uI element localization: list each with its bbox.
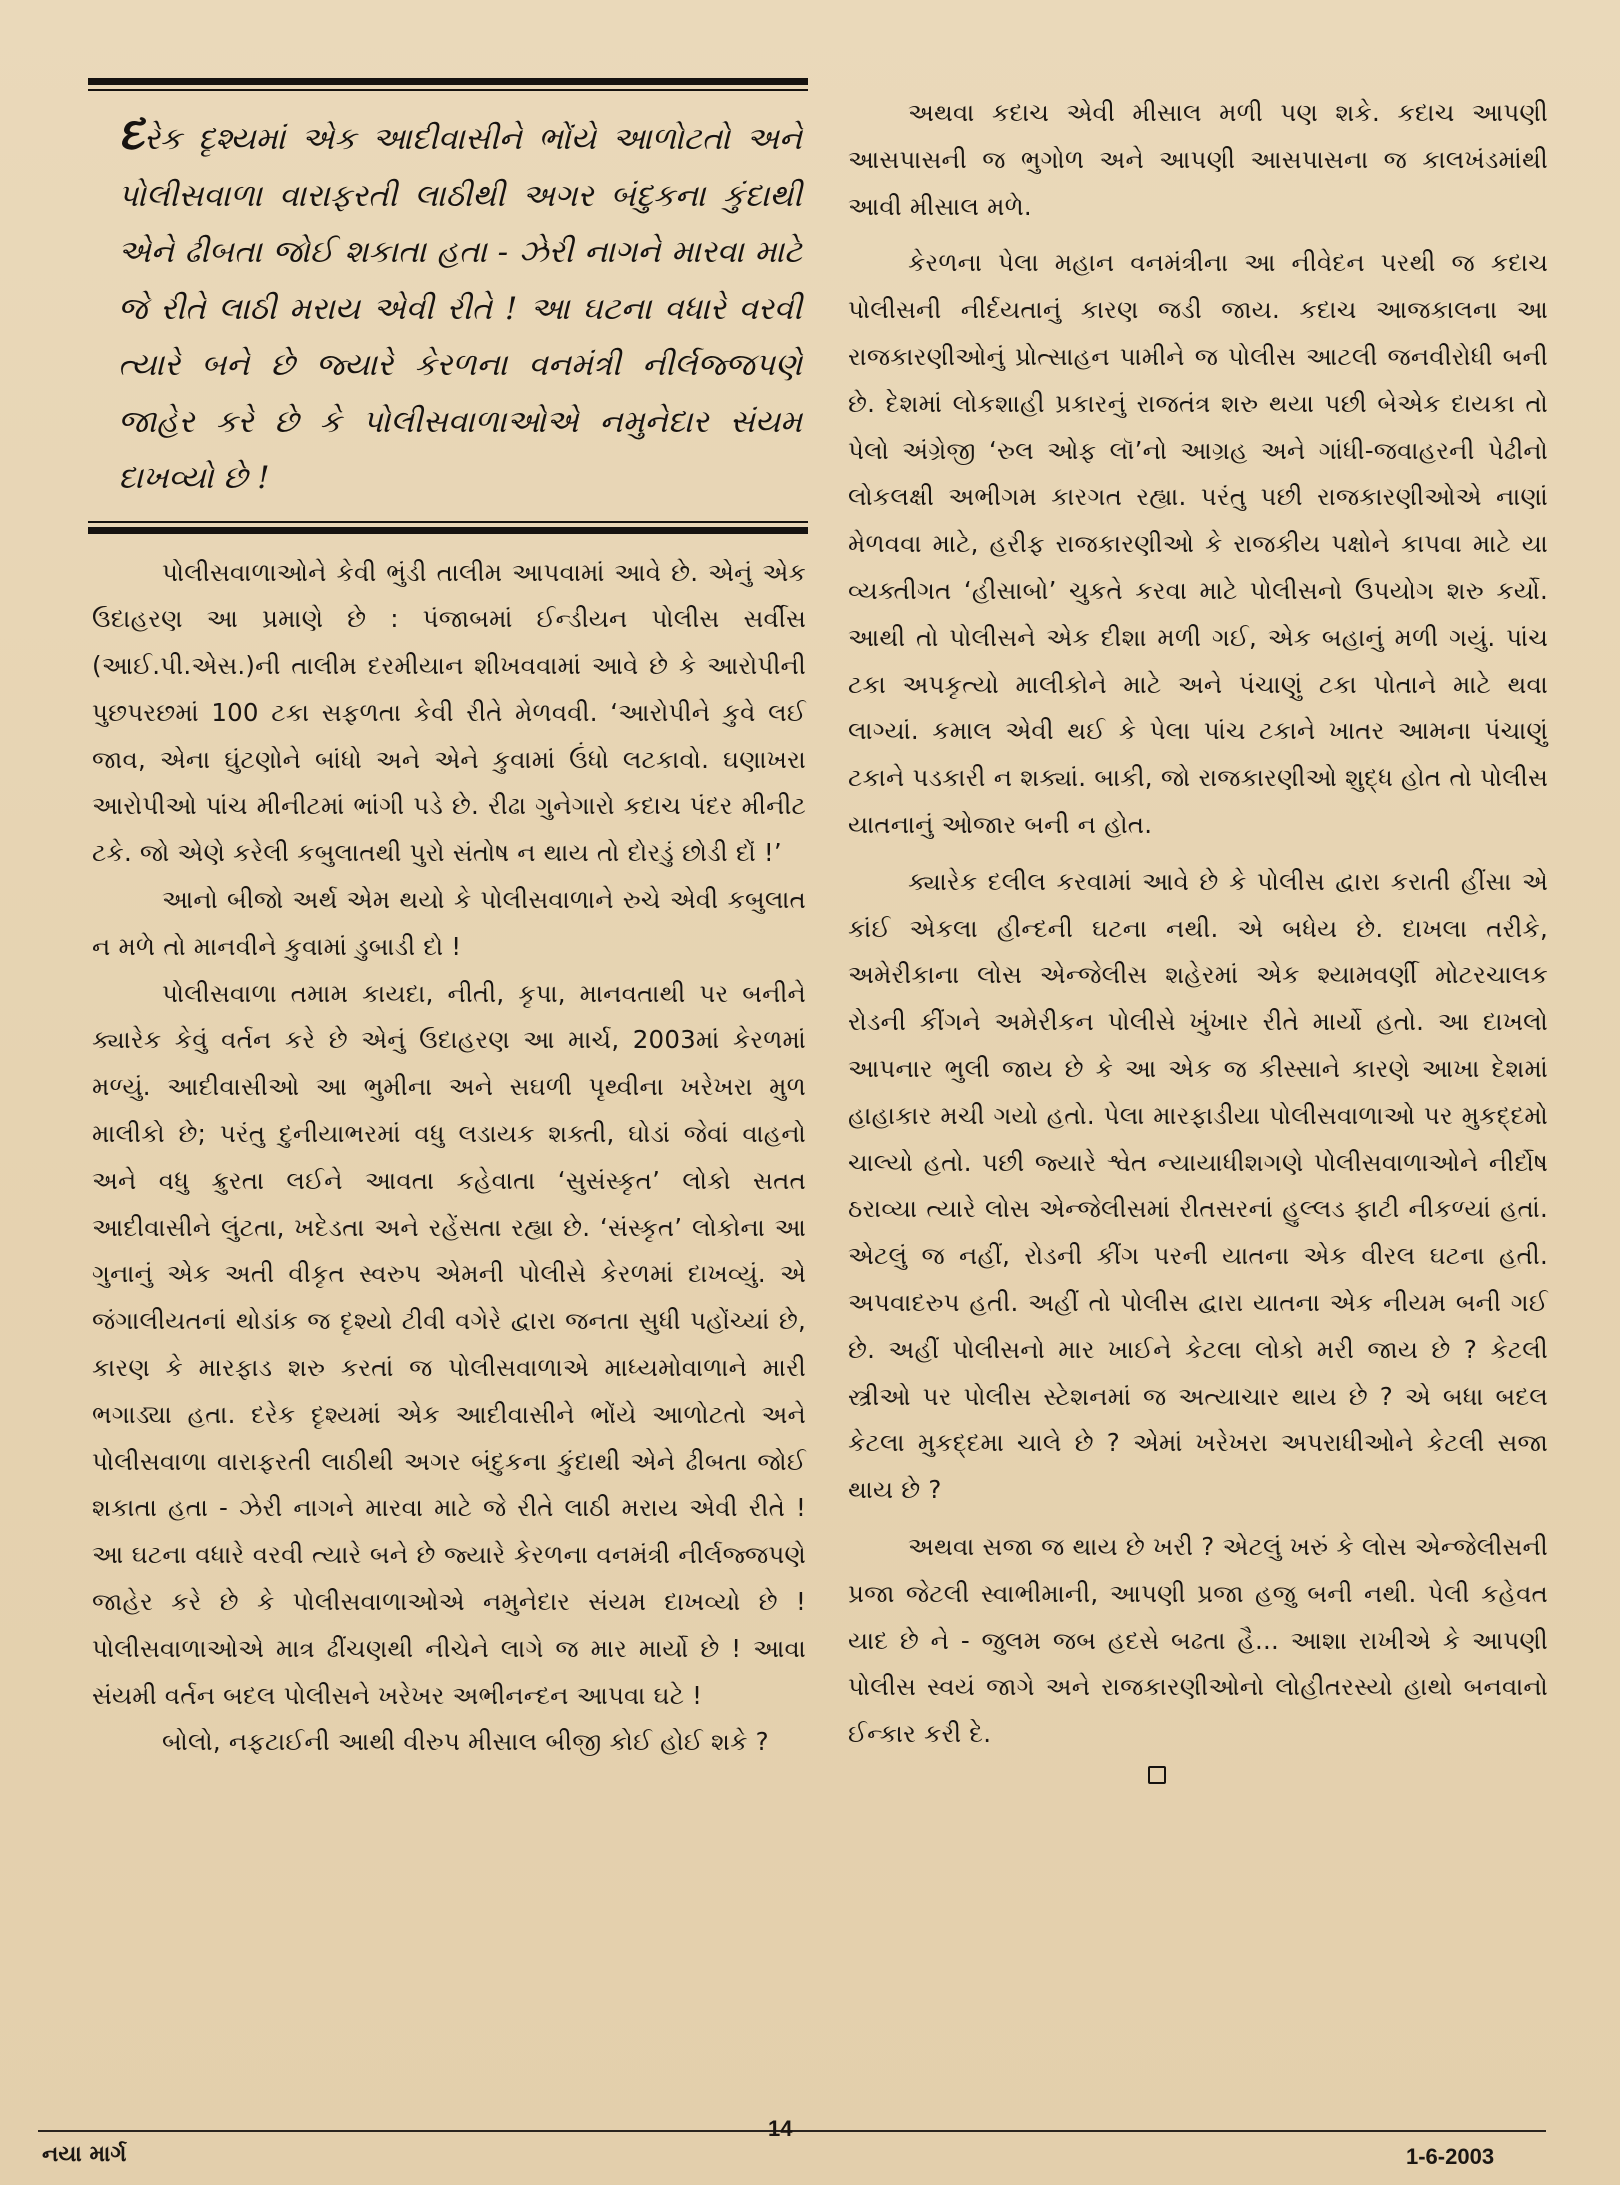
page-number: 14 <box>768 2116 793 2141</box>
paragraph: બોલો, નફટાઈની આથી વીરુપ મીસાલ બીજી કોઈ હોઈ શકે ? <box>162 1727 769 1757</box>
paragraph: કેરળના પેલા મહાન વનમંત્રીના આ નીવેદન પરથી જ કદાચ પોલીસની નીર્દયતાનું કારણ જડી જાય. કદાચ આજકાલના આ રાજકારણીઓનું પ્રોત્સાહન પામીને જ પોલીસ આટલી જનવીરોધી બની છે. દેશમાં લોકશાહી પ્રકારનું રાજતંત્ર શરુ થયા પછી બેએક દાયકા તો પેલો અંગ્રેજી ‘રુલ ઓફ લૉ’નો આગ્રહ અને ગાંધી-જવાહરની પેઢીનો લોકલક્ષી અભીગમ કારગત રહ્યા. પરંતુ પછી રાજકારણીઓએ નાણાં મેળવવા માટે, હરીફ રાજકારણીઓ કે રાજકીય પક્ષોને કાપવા માટે યા વ્યક્તીગત ‘હીસાબો’ ચુકતે કરવા માટે પોલીસનો ઉપયોગ શરુ કર્યો. આથી તો પોલીસને એક દીશા મળી ગઈ, એક બહાનું મળી ગયું. પાંચ ટકા અપકૃત્યો માલીકોને માટે અને પંચાણું ટકા પોતાને માટે થવા લાગ્યાં. કમાલ એવી થઈ કે પેલા પાંચ ટકાને ખાતર આમના પંચાણું ટકાને પડકારી ન શક્યાં. બાકી, જો રાજકારણીઓ શુદ્ધ હોત તો પોલીસ યાતનાનું ઓજાર બની ન હોત. <box>848 248 1548 839</box>
footer-magazine-name: નયા માર્ગ <box>42 2142 127 2167</box>
paragraph: અથવા સજા જ થાય છે ખરી ? એટલું ખરું કે લોસ એન્જેલીસની પ્રજા જેટલી સ્વાભીમાની, આપણી પ્રજા હજુ બની નથી. પેલી કહેવત યાદ છે ને - જુલમ જબ હદસે બઢતા હૈ... આશા રાખીએ કે આપણી પોલીસ સ્વયં જાગે અને રાજકારણીઓનો લોહીતરસ્યો હાથો બનવાનો ઈન્કાર કરી દે. <box>848 1531 1548 1749</box>
left-column <box>88 78 808 1766</box>
paragraph: અથવા કદાચ એવી મીસાલ મળી પણ શકે. કદાચ આપણી આસપાસની જ ભુગોળ અને આપણી આસપાસના જ કાલખંડમાંથી આવી મીસાલ મળે. <box>848 98 1548 221</box>
paragraph: પોલીસવાળાઓને કેવી ભુંડી તાલીમ આપવામાં આવે છે. એનું એક ઉદાહરણ આ પ્રમાણે છે : પંજાબમાં ઈન્ડીયન પોલીસ સર્વીસ (આઈ.પી.એસ.)ની તાલીમ દરમીયાન શીખવવામાં આવે છે કે આરોપીની પુછપરછમાં 100 ટકા સફળતા કેવી રીતે મેળવવી. ‘આરોપીને કુવે લઈ જાવ, એના ઘુંટણોને બાંધો અને એને કુવામાં ઉંધો લટકાવો. ઘણાખરા આરોપીઓ પાંચ મીનીટમાં ભાંગી પડે છે. રીઢા ગુનેગારો કદાચ પંદર મીનીટ ટકે. જો એણે કરેલી કબુલાતથી પુરો સંતોષ ન થાય તો દોરડું છોડી દોં !’ <box>92 557 806 868</box>
paragraph: પોલીસવાળા તમામ કાયદા, નીતી, કૃપા, માનવતાથી પર બનીને ક્યારેક કેવું વર્તન કરે છે એનું ઉદાહરણ આ માર્ચ, 2003માં કેરળમાં મળ્યું. આદીવાસીઓ આ ભુમીના અને સઘળી પૃથ્વીના ખરેખરા મુળ માલીકો છે; પરંતુ દુનીયાભરમાં વધુ લડાયક શક્તી, ઘોડાં જેવાં વાહનો અને વધુ ક્રુરતા લઈને આવતા કહેવાતા ‘સુસંસ્કૃત’ લોકો સતત આદીવાસીને લુંટતા, ખદેડતા અને રહેંસતા રહ્યા છે. ‘સંસ્કૃત’ લોકોના આ ગુનાનું એક અતી વીકૃત સ્વરુપ એમની પોલીસે કેરળમાં દાખવ્યું. એ જંગાલીયતનાં થોડાંક જ દૃશ્યો ટીવી વગેરે દ્વારા જનતા સુધી પહોંચ્યાં છે, કારણ કે મારફાડ શરુ કરતાં જ પોલીસવાળાએ માધ્યમોવાળાને મારી ભગાડ્યા હતા. દરેક દૃશ્યમાં એક આદીવાસીને ભોંયે આળોટતો અને પોલીસવાળા વારાફરતી લાઠીથી અગર બંદુકના કુંદાથી એને ઢીબતા જોઈ શકાતા હતા - ઝેરી નાગને મારવા માટે જે રીતે લાઠી મરાય એવી રીતે ! આ ઘટના વધારે વરવી ત્યારે બને છે જ્યારે કેરળના વનમંત્રી નીર્લજ્જપણે જાહેર કરે છે કે પોલીસવાળાઓએ નમુનેદાર સંયમ દાખવ્યો છે ! પોલીસવાળાઓએ માત્ર ઢીંચણથી નીચેને લાગે જ માર માર્યો છે ! આવા સંયમી વર્તન બદલ પોલીસને ખરેખર અભીનન્દન આપવા ઘટે ! <box>92 978 806 1710</box>
pullquote <box>88 91 808 521</box>
pullquote-bottom-thin-rule <box>88 521 808 523</box>
paragraph: ક્યારેક દલીલ કરવામાં આવે છે કે પોલીસ દ્વારા કરાતી હીંસા એ કાંઈ એકલા હીન્દની ઘટના નથી. એ બધેય છે. દાખલા તરીકે, અમેરીકાના લોસ એન્જેલીસ શહેરમાં એક શ્યામવર્ણી મોટરચાલક રોડની કીંગને અમેરીકન પોલીસે ખુંખાર રીતે માર્યો હતો. આ દાખલો આપનાર ભુલી જાય છે કે આ એક જ કીસ્સાને કારણે આખા દેશમાં હાહાકાર મચી ગયો હતો. પેલા મારફાડીયા પોલીસવાળાઓ પર મુકદ્દમો ચાલ્યો હતો. પછી જ્યારે શ્વેત ન્યાયાધીશગણે પોલીસવાળાઓને નીર્દોષ ઠરાવ્યા ત્યારે લોસ એન્જેલીસમાં રીતસરનાં હુલ્લડ ફાટી નીકળ્યાં હતાં. એટલું જ નહીં, રોડની કીંગ પરની યાતના એક વીરલ ઘટના હતી. અપવાદરુપ હતી. અહીં તો પોલીસ દ્વારા યાતના એક નીયમ બની ગઈ છે. અહીં પોલીસનો માર ખાઈને કેટલા લોકો મરી જાય છે ? કેટલી સ્ત્રીઓ પર પોલીસ સ્ટેશનમાં જ અત્યાચાર થાય છે ? એ બધા બદલ કેટલા મુકદ્દમા ચાલે છે ? એમાં ખરેખરા અપરાધીઓને કેટલી સજા થાય છે ? <box>848 866 1548 1505</box>
pullquote-top-rule <box>88 78 808 85</box>
pullquote-bottom-rule <box>88 527 808 534</box>
left-column-body <box>88 550 808 1767</box>
pullquote-dropcap: દ <box>118 106 144 160</box>
right-column <box>848 90 1548 1784</box>
end-of-article-square-icon <box>1148 1766 1166 1784</box>
pullquote-text: રેક દૃશ્યમાં એક આદીવાસીને ભોંયે આળોટતો અને પોલીસવાળા વારાફરતી લાઠીથી અગર બંદુકના કુંદાથી એને ઢીબતા જોઈ શકાતા હતા - ઝેરી નાગને મારવા માટે જે રીતે લાઠી મરાય એવી રીતે ! આ ઘટના વધારે વરવી ત્યારે બને છે જ્યારે કેરળના વનમંત્રી નીર્લજ્જપણે જાહેર કરે છે કે પોલીસવાળાઓએ નમુનેદાર સંયમ દાખવ્યો છે ! <box>118 121 802 496</box>
paragraph: આનો બીજો અર્થ એમ થયો કે પોલીસવાળાને રુચે એવી કબુલાત ન મળે તો માનવીને કુવામાં ડુબાડી દો ! <box>92 885 806 961</box>
issue-date: 1-6-2003 <box>1406 2144 1495 2169</box>
